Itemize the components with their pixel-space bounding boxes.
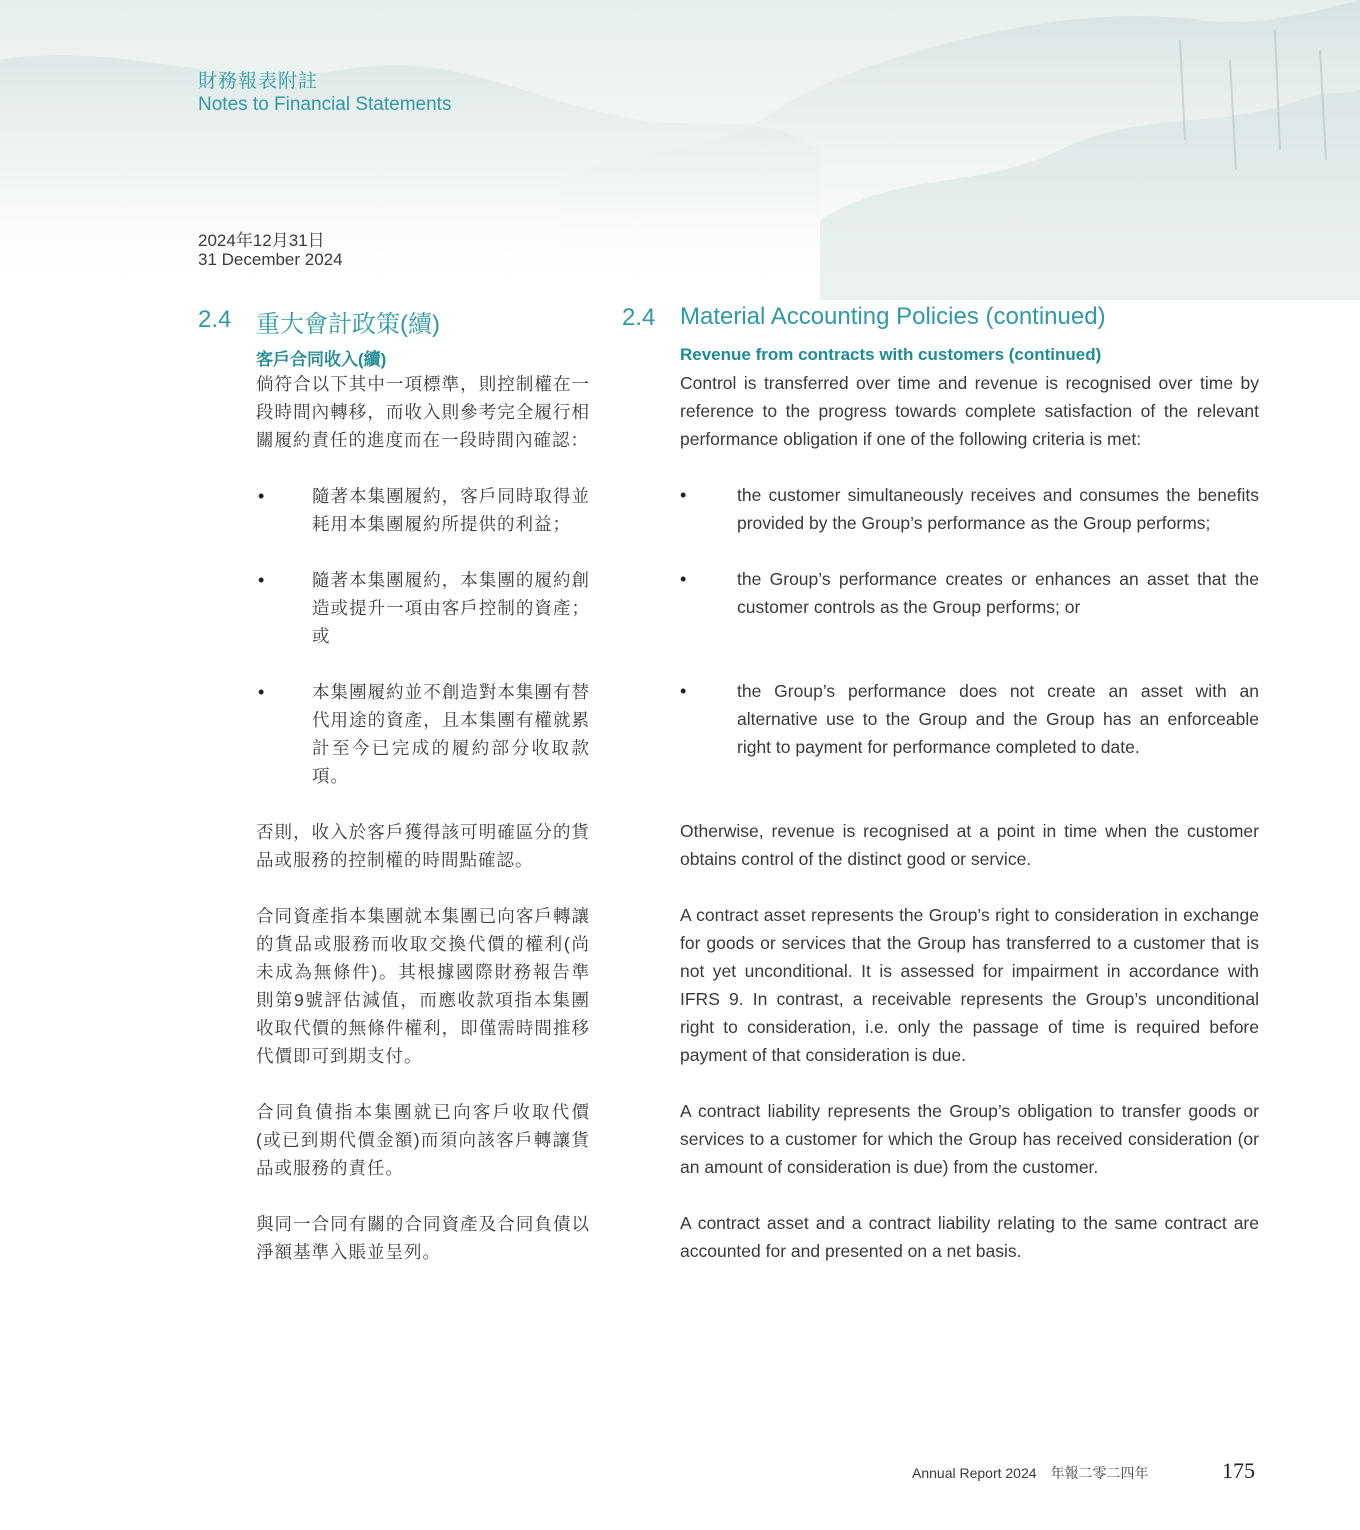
cn-intro-paragraph: 倘符合以下其中一項標準，則控制權在一段時間內轉移，而收入則參考完全履行相關履約責任的進度而在一段時間內確認： [256,374,590,450]
en-bullet-1-text: the customer simultaneously receives and consumes the benefits provided by the Group’s performance as the Group performs; [737,485,1259,533]
en-bullet-2-text: the Group’s performance creates or enhances an asset that the customer controls as the Group performs; or [737,569,1259,617]
footer-report-label: Annual Report 2024 年報二零二四年 [912,1465,1149,1481]
en-otherwise-paragraph: Otherwise, revenue is recognised at a point in time when the customer obtains control of the distinct good or service. [680,821,1259,869]
date-chinese: 2024年12月31日 [198,231,325,250]
en-intro-paragraph: Control is transferred over time and revenue is recognised over time by reference to the progress towards complete satisfaction of the relevant performance obligation if one of the following criteria is met: [680,373,1259,449]
en-contract-liability-paragraph: A contract liability represents the Group’s obligation to transfer goods or services to a customer for which the Group has received consideration (or an amount of consideration is due) from the customer. [680,1101,1259,1177]
section-number-cn: 2.4 [198,306,232,333]
cn-net-basis-paragraph: 與同一合同有關的合同資產及合同負債以淨額基準入賬並呈列。 [256,1214,590,1262]
header-title-english: Notes to Financial Statements [198,94,452,115]
cn-bullet-1-text: 隨著本集團履約，客戶同時取得並耗用本集團履約所提供的利益； [312,486,590,534]
cn-contract-liability-paragraph: 合同負債指本集團就已向客戶收取代價(或已到期代價金額)而須向該客戶轉讓貨品或服務的責任。 [256,1102,590,1178]
en-net-basis-paragraph: A contract asset and a contract liability relating to the same contract are accounted for and presented on a net basis. [680,1213,1259,1261]
header-title-chinese: 財務報表附註 [198,71,319,92]
section-number-en: 2.4 [622,304,656,331]
en-bullet-1-glyph: • [680,485,687,505]
cn-bullet-1-glyph: • [258,486,265,506]
en-bullet-3-glyph: • [680,681,687,701]
en-bullet-2-glyph: • [680,569,687,589]
cn-bullet-2-text: 隨著本集團履約，本集團的履約創造或提升一項由客戶控制的資產；或 [312,570,590,646]
en-contract-asset-paragraph: A contract asset represents the Group’s right to consideration in exchange for goods or services that the Group has transferred to a customer that is not yet unconditional. It is assessed for impairment in accordance with IFRS 9. In contrast, a receivable represents the Group’s unconditional right to consideration, i.e. only the passage of time is required before payment of that consideration is due. [680,905,1259,1065]
section-title-english: Material Accounting Policies (continued) [680,303,1106,330]
subtitle-chinese: 客戶合同收入(續) [256,350,387,369]
cn-bullet-3-text: 本集團履約並不創造對本集團有替代用途的資產，且本集團有權就累計至今已完成的履約部分收取款項。 [312,682,590,786]
page-number: 175 [1222,1458,1255,1483]
date-english: 31 December 2024 [198,250,343,269]
en-bullet-3-text: the Group’s performance does not create an asset with an alternative use to the Group and the Group has an enforceable right to payment for performance completed to date. [737,681,1259,757]
cn-bullet-2-glyph: • [258,570,265,590]
section-title-chinese: 重大會計政策(續) [256,311,440,338]
subtitle-english: Revenue from contracts with customers (continued) [680,345,1102,364]
cn-contract-asset-paragraph: 合同資產指本集團就本集團已向客戶轉讓的貨品或服務而收取交換代價的權利(尚未成為無條件)。其根據國際財務報告準則第9號評估減值，而應收款項指本集團收取代價的無條件權利，即僅需時間推移代價即可到期支付。 [256,906,590,1066]
cn-bullet-3-glyph: • [258,682,265,702]
cn-otherwise-paragraph: 否則，收入於客戶獲得該可明確區分的貨品或服務的控制權的時間點確認。 [256,822,590,870]
